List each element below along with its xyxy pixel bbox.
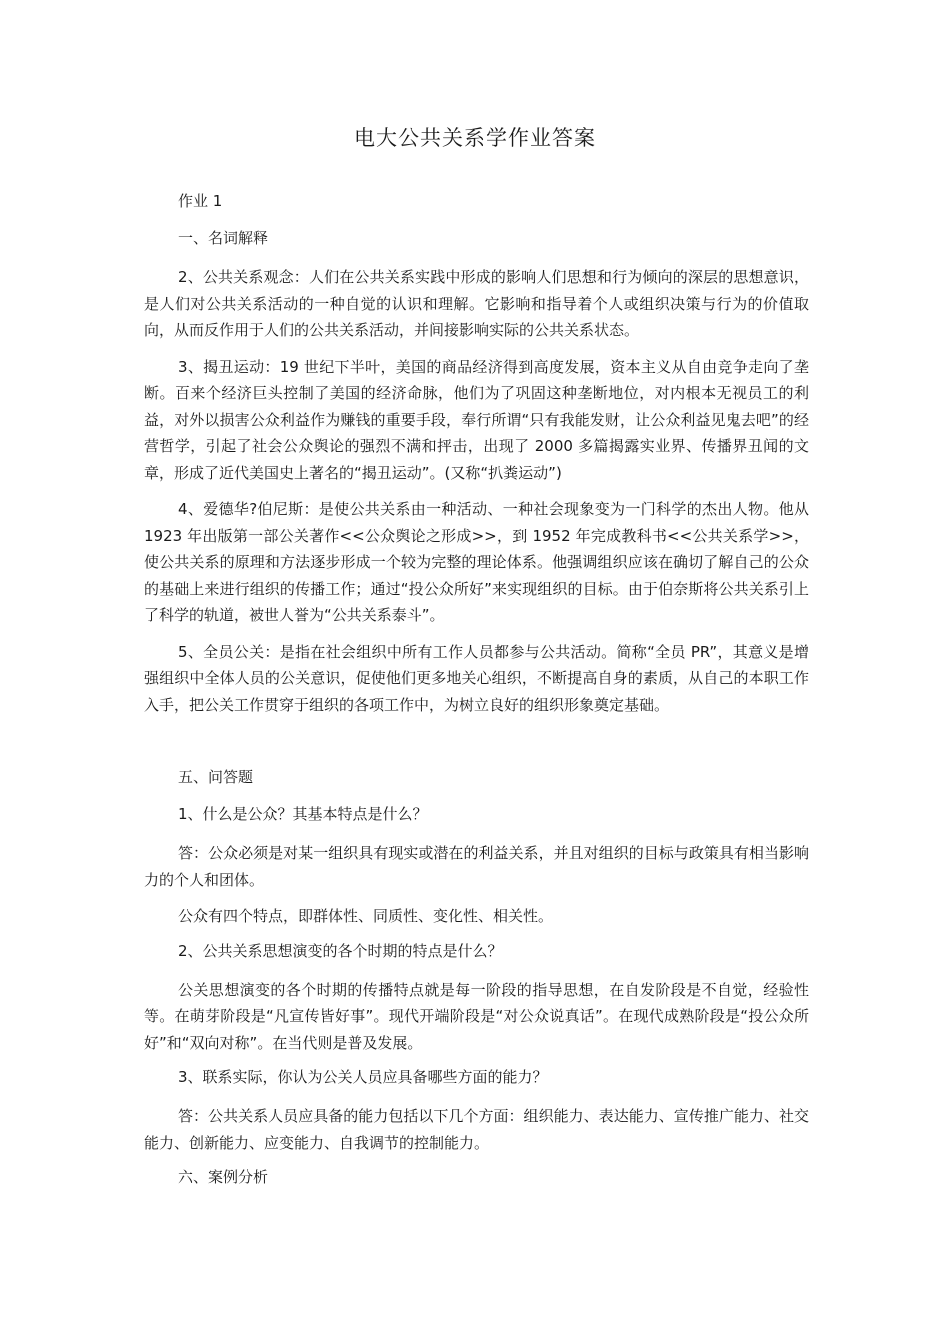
section-heading-terms: 一、名词解释 xyxy=(178,229,269,247)
term-item-2: 2、公共关系观念：人们在公共关系实践中形成的影响人们思想和行为倾向的深层的思想意识，是人们对公共关系活动的一种自觉的认识和理解。它影响和指导着个人或组织决策与行为的价值取向，从而反作用于人们的公共关系活动，并间接影响实际的公共关系状态。 xyxy=(144,268,809,339)
section-heading-case: 六、案例分析 xyxy=(178,1168,269,1186)
answer-3: 答：公共关系人员应具备的能力包括以下几个方面：组织能力、表达能力、宣传推广能力、社交能力、创新能力、应变能力、自我调节的控制能力。 xyxy=(144,1107,809,1152)
term-item-4: 4、爱德华?伯尼斯：是使公共关系由一种活动、一种社会现象变为一门科学的杰出人物。他从 1923 年出版第一部公关著作<<公众舆论之形成>>，到 1952 年完成教科书<<公共关系学>>，使公共关系的原理和方法逐步形成一个较为完整的理论体系。他强调组织应该在确切了解自己的公众的基础上来进行组织的传播工作；通过“投公众所好”来实现组织的目标。由于伯奈斯将公共关系引上了科学的轨道，被世人誉为“公共关系泰斗”。 xyxy=(144,500,809,624)
assignment-label: 作业 1 xyxy=(178,192,223,210)
document-title: 电大公共关系学作业答案 xyxy=(354,126,596,150)
answer-1-features: 公众有四个特点，即群体性、同质性、变化性、相关性。 xyxy=(178,907,554,925)
question-2: 2、公共关系思想演变的各个时期的特点是什么？ xyxy=(178,941,503,960)
answer-1: 答：公众必须是对某一组织具有现实或潜在的利益关系，并且对组织的目标与政策具有相当影响力的个人和团体。 xyxy=(144,844,809,889)
question-3: 3、联系实际，你认为公关人员应具备哪些方面的能力？ xyxy=(178,1068,548,1086)
term-item-5: 5、全员公关：是指在社会组织中所有工作人员都参与公共活动。简称“全员 PR”，其意义是增强组织中全体人员的公关意识，促使他们更多地关心组织，不断提高自身的素质，从自己的本职工作入手，把公关工作贯穿于组织的各项工作中，为树立良好的组织形象奠定基础。 xyxy=(144,642,809,714)
answer-2: 公关思想演变的各个时期的传播特点就是每一阶段的指导思想，在自发阶段是不自觉，经验性等。在萌芽阶段是“凡宣传皆好事”。现代开端阶段是“对公众说真话”。在现代成熟阶段是“投公众所好”和“双向对称”。在当代则是普及发展。 xyxy=(144,980,809,1052)
section-heading-qa: 五、问答题 xyxy=(178,768,254,786)
section-spacer xyxy=(144,728,809,766)
question-1: 1、什么是公众？其基本特点是什么？ xyxy=(178,805,428,823)
term-item-3: 3、揭丑运动：19 世纪下半叶，美国的商品经济得到高度发展，资本主义从自由竞争走向了垄断。百来个经济巨头控制了美国的经济命脉，他们为了巩固这种垄断地位，对内根本无视员工的利益，对外以损害公众利益作为赚钱的重要手段，奉行所谓“只有我能发财，让公众利益见鬼去吧”的经营哲学，引起了社会公众舆论的强烈不满和抨击，出现了 2000 多篇揭露实业界、传播界丑闻的文章，形成了近代美国史上著名的“揭丑运动”。(又称“扒粪运动”) xyxy=(144,357,809,482)
document-body xyxy=(144,190,809,1203)
